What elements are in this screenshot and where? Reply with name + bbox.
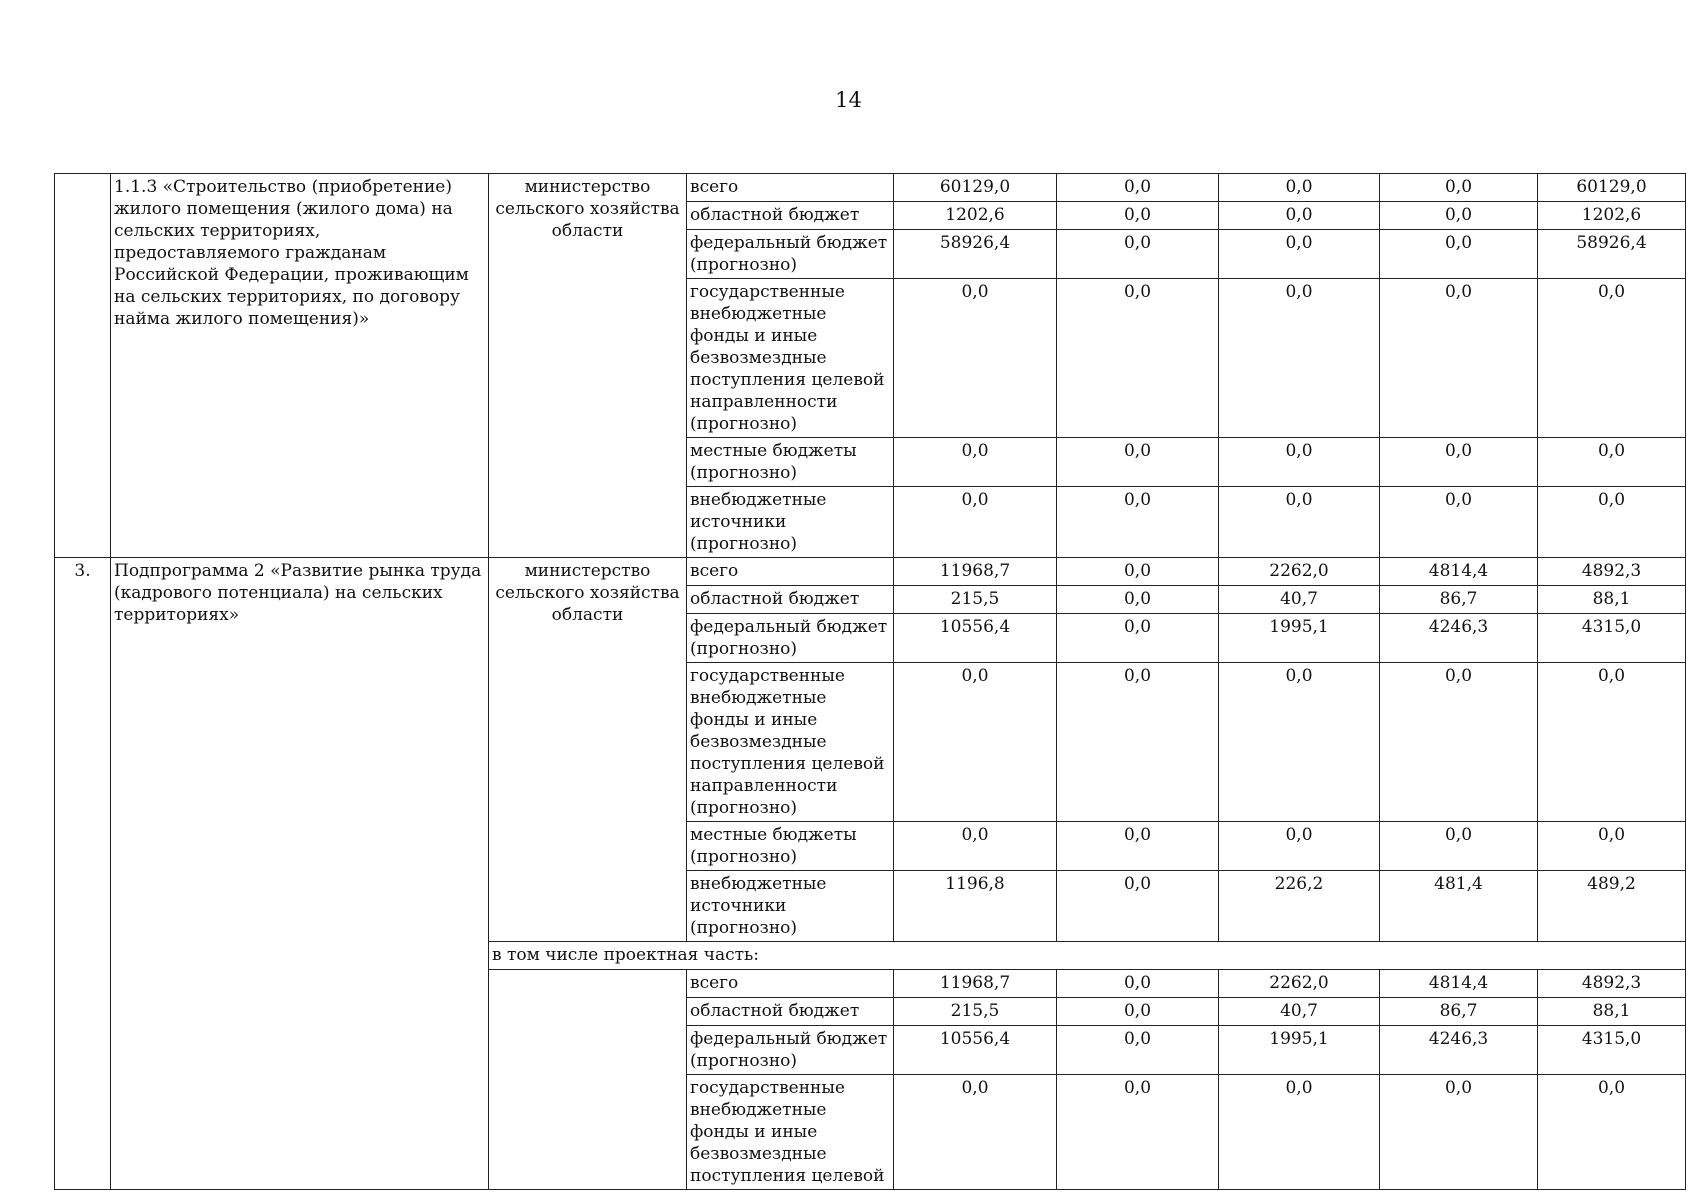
amount-cell: 0,0 (1538, 279, 1686, 438)
amount-cell: 0,0 (1057, 614, 1219, 663)
funding-source: федеральный бюджет (прогнозно) (687, 1026, 894, 1075)
amount-cell: 0,0 (894, 279, 1057, 438)
amount-cell: 0,0 (1219, 1075, 1380, 1190)
amount-cell: 0,0 (1538, 1075, 1686, 1190)
amount-cell: 0,0 (1380, 1075, 1538, 1190)
page-number: 14 (835, 88, 862, 112)
amount-cell: 0,0 (1219, 230, 1380, 279)
amount-cell: 0,0 (1057, 487, 1219, 558)
amount-cell: 60129,0 (1538, 174, 1686, 202)
amount-cell: 0,0 (1057, 558, 1219, 586)
funding-source: всего (687, 558, 894, 586)
amount-cell: 0,0 (1538, 822, 1686, 871)
funding-source: федеральный бюджет (прогнозно) (687, 614, 894, 663)
amount-cell: 40,7 (1219, 586, 1380, 614)
amount-cell: 0,0 (1380, 822, 1538, 871)
amount-cell: 0,0 (894, 663, 1057, 822)
amount-cell: 489,2 (1538, 871, 1686, 942)
amount-cell: 0,0 (1057, 230, 1219, 279)
amount-cell: 58926,4 (894, 230, 1057, 279)
amount-cell: 0,0 (1219, 202, 1380, 230)
funding-source: всего (687, 970, 894, 998)
funding-source: государственные внебюджетные фонды и иные безвозмездные поступления целевой направленности (прогнозно) (687, 279, 894, 438)
amount-cell: 0,0 (1380, 438, 1538, 487)
amount-cell: 0,0 (1219, 822, 1380, 871)
funding-source: местные бюджеты (прогнозно) (687, 822, 894, 871)
funding-source: областной бюджет (687, 998, 894, 1026)
amount-cell: 4892,3 (1538, 558, 1686, 586)
funding-source: федеральный бюджет (прогнозно) (687, 230, 894, 279)
funding-source: всего (687, 174, 894, 202)
budget-table (54, 173, 1686, 1190)
amount-cell: 2262,0 (1219, 558, 1380, 586)
funding-source: государственные внебюджетные фонды и иные безвозмездные поступления целевой направленности (прогнозно) (687, 663, 894, 822)
amount-cell: 11968,7 (894, 558, 1057, 586)
amount-cell: 0,0 (1538, 487, 1686, 558)
amount-cell: 58926,4 (1538, 230, 1686, 279)
funding-source: внебюджетные источники (прогнозно) (687, 871, 894, 942)
amount-cell: 215,5 (894, 998, 1057, 1026)
amount-cell: 0,0 (894, 438, 1057, 487)
funding-source: внебюджетные источники (прогнозно) (687, 487, 894, 558)
amount-cell: 0,0 (1219, 438, 1380, 487)
amount-cell: 0,0 (1380, 279, 1538, 438)
amount-cell: 1202,6 (1538, 202, 1686, 230)
amount-cell: 0,0 (1380, 230, 1538, 279)
executor: министерство сельского хозяйства области (489, 174, 687, 558)
amount-cell: 1196,8 (894, 871, 1057, 942)
amount-cell: 0,0 (1057, 663, 1219, 822)
amount-cell: 4315,0 (1538, 1026, 1686, 1075)
amount-cell: 1995,1 (1219, 614, 1380, 663)
amount-cell: 0,0 (1057, 174, 1219, 202)
amount-cell: 0,0 (1219, 487, 1380, 558)
funding-source: местные бюджеты (прогнозно) (687, 438, 894, 487)
amount-cell: 10556,4 (894, 1026, 1057, 1075)
amount-cell: 0,0 (1538, 438, 1686, 487)
amount-cell: 0,0 (894, 822, 1057, 871)
amount-cell: 0,0 (894, 1075, 1057, 1190)
amount-cell: 0,0 (1057, 970, 1219, 998)
amount-cell: 86,7 (1380, 586, 1538, 614)
row-number: 3. (55, 558, 111, 1190)
amount-cell: 0,0 (1057, 1075, 1219, 1190)
amount-cell: 4892,3 (1538, 970, 1686, 998)
amount-cell: 0,0 (1219, 279, 1380, 438)
amount-cell: 0,0 (1380, 174, 1538, 202)
amount-cell: 0,0 (1057, 279, 1219, 438)
project-part-label: в том числе проектная часть: (489, 942, 1686, 970)
amount-cell: 226,2 (1219, 871, 1380, 942)
amount-cell: 4315,0 (1538, 614, 1686, 663)
amount-cell: 0,0 (1219, 663, 1380, 822)
amount-cell: 0,0 (1057, 822, 1219, 871)
amount-cell: 10556,4 (894, 614, 1057, 663)
amount-cell: 0,0 (1057, 438, 1219, 487)
funding-source: областной бюджет (687, 202, 894, 230)
amount-cell: 2262,0 (1219, 970, 1380, 998)
amount-cell: 40,7 (1219, 998, 1380, 1026)
table-row (55, 174, 1686, 202)
table-row (55, 558, 1686, 586)
amount-cell: 0,0 (1057, 871, 1219, 942)
amount-cell: 0,0 (1380, 663, 1538, 822)
amount-cell: 0,0 (1057, 1026, 1219, 1075)
amount-cell: 0,0 (1057, 586, 1219, 614)
amount-cell: 4814,4 (1380, 970, 1538, 998)
program-name: 1.1.3 «Строительство (приобретение) жилого помещения (жилого дома) на сельских территориях, предоставляемого гражданам Российской Федерации, проживающим на сельских территориях, по договору найма жилого помещения)» (111, 174, 489, 558)
amount-cell: 0,0 (1380, 202, 1538, 230)
amount-cell: 215,5 (894, 586, 1057, 614)
amount-cell: 0,0 (1057, 998, 1219, 1026)
executor: министерство сельского хозяйства области (489, 558, 687, 942)
amount-cell: 4246,3 (1380, 1026, 1538, 1075)
amount-cell: 0,0 (894, 487, 1057, 558)
amount-cell: 4814,4 (1380, 558, 1538, 586)
amount-cell: 0,0 (1057, 202, 1219, 230)
amount-cell: 88,1 (1538, 586, 1686, 614)
amount-cell: 1995,1 (1219, 1026, 1380, 1075)
amount-cell: 11968,7 (894, 970, 1057, 998)
amount-cell: 60129,0 (894, 174, 1057, 202)
amount-cell: 0,0 (1219, 174, 1380, 202)
amount-cell: 4246,3 (1380, 614, 1538, 663)
amount-cell: 1202,6 (894, 202, 1057, 230)
row-number (55, 174, 111, 558)
amount-cell: 86,7 (1380, 998, 1538, 1026)
amount-cell: 88,1 (1538, 998, 1686, 1026)
funding-source: государственные внебюджетные фонды и иные безвозмездные поступления целевой (687, 1075, 894, 1190)
amount-cell: 0,0 (1538, 663, 1686, 822)
executor-empty (489, 970, 687, 1190)
amount-cell: 0,0 (1380, 487, 1538, 558)
funding-source: областной бюджет (687, 586, 894, 614)
program-name: Подпрограмма 2 «Развитие рынка труда (кадрового потенциала) на сельских территориях» (111, 558, 489, 1190)
amount-cell: 481,4 (1380, 871, 1538, 942)
